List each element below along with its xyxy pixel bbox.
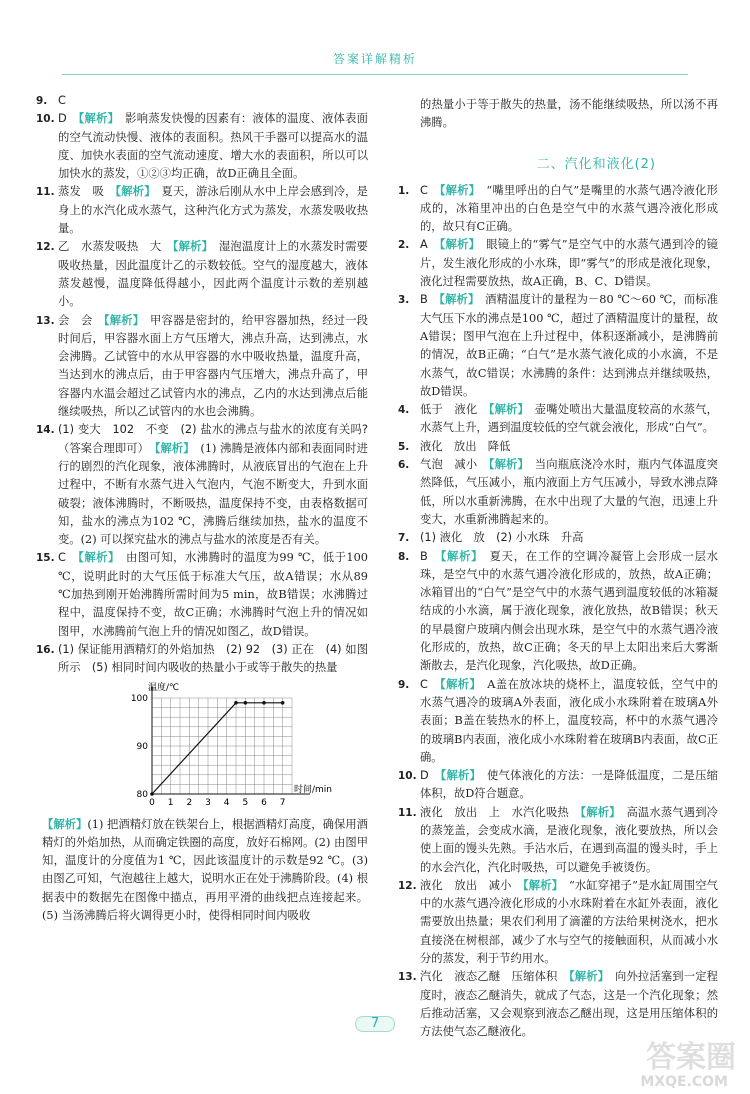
answer-item <box>398 877 718 968</box>
answer-item <box>398 456 718 529</box>
answer-item <box>398 767 718 804</box>
analysis-tag: 【解析】 <box>42 817 88 831</box>
item-answer: D <box>420 769 429 783</box>
answer-item <box>36 92 368 110</box>
answer-item <box>398 182 718 237</box>
item-explanation: 向外拉活塞到一定程度时，液态乙醚消失，就成了气态，这是一个汽化现象；然后推动活塞，又会观察到液态乙醚出现，这是用压缩体积的方法使气态乙醚液化。 <box>420 970 718 1039</box>
item-explanation: “水缸穿裙子”是水缸周围空气中的水蒸气遇冷液化形成的小水珠附着在水缸外表面，液化需要放出热量；果农们利用了滴灌的方法给果树浇水，把水直接浇在树根部，减少了水与空气的接触面积，从而减小水分的蒸发，利于节约用水。 <box>420 878 718 966</box>
item-number: 12. <box>36 241 55 254</box>
x-tick-label: 5 <box>242 797 249 808</box>
left-column <box>36 92 368 925</box>
item-number: 6. <box>398 459 410 472</box>
analysis-tag: 【解析】 <box>488 458 524 472</box>
item-number: 16. <box>36 643 55 656</box>
item-answer: 汽化 液态乙醚 压缩体积 <box>420 970 558 984</box>
answer-item <box>398 438 718 456</box>
item-answer: 蒸发 吸 <box>58 185 104 199</box>
item-number: 4. <box>398 404 410 417</box>
answer-item <box>398 676 718 767</box>
item-number: 1. <box>398 184 410 197</box>
item-number: 12. <box>398 879 417 892</box>
item-explanation: 当向瓶底浇冷水时，瓶内气体温度突然降低，气压减小，瓶内液面上方气压减小，导致水沸点降低，所以水重新沸腾，在水中出现了大量的气泡，迅速上升变大，水重新沸腾起来的。 <box>420 458 718 526</box>
x-tick-label: 1 <box>167 797 174 808</box>
watermark-logo: 答案圈 <box>646 1040 736 1075</box>
item-explanation: (1) 沸腾是液体内部和表面同时进行的剧烈的汽化现象，液体沸腾时，从液底冒出的气泡在上升过程中，不断有水蒸气进入气泡内，气泡不断变大，升到水面破裂；液体沸腾时，不断吸热，温度保持不变，由表格数据可知，盐水的沸点为102 ℃，沸腾后继续加热，盐水的温度不变。(2) 可以探究盐水的沸点与盐水的浓度是否有关。 <box>58 441 368 547</box>
item-answer: (1) 液化 放 (2) 小水珠 升高 <box>420 531 584 545</box>
analysis-16 <box>36 816 368 926</box>
item-number: 14. <box>36 424 55 437</box>
item-answer: 会 会 <box>58 313 93 327</box>
item-explanation: 由图可知，水沸腾时的温度为99 ℃，低于100 ℃，说明此时的大气压低于标准大气压，故A错误；水从89 ℃加热到刚开始沸腾所需时间为5 min，故B错误；水沸腾过程中，温度保持不变，故C正确；水沸腾时气泡上升的情况如图甲，水沸腾前气泡上升的情况如图乙，故D错误。 <box>58 551 368 638</box>
item-answer: 气泡 减小 <box>420 458 478 472</box>
item-answer: (1) 保证能用酒精灯的外焰加热 (2) 92 (3) 正在 (4) 如图所示 (5) 相同时间内吸收的热量小于或等于散失的热量 <box>58 642 368 675</box>
answer-item <box>398 236 718 291</box>
item-number: 7. <box>398 532 410 545</box>
item-answer: (1) 变大 102 不变 (2) 盐水的沸点与盐水的浓度有关吗?（答案合理即可） <box>58 423 368 455</box>
answer-item <box>36 641 368 678</box>
item-explanation: 使气体液化的方法：一是降低温度，二是压缩体积，故D符合题意。 <box>420 769 718 801</box>
item-answer: B <box>420 549 428 563</box>
item-number: 5. <box>398 440 410 453</box>
x-tick-label: 6 <box>261 797 267 808</box>
data-point <box>281 701 285 705</box>
x-tick-label: 3 <box>205 797 211 808</box>
analysis-tag: 【解析】 <box>103 313 139 327</box>
page-header: 答案详解精析 <box>332 52 417 66</box>
analysis-tag: 【解析】 <box>78 112 114 126</box>
item-number: 3. <box>398 294 410 307</box>
chart-svg <box>122 682 352 812</box>
x-tick-label: 2 <box>186 797 193 808</box>
item-number: 9. <box>398 678 410 691</box>
item-number: 2. <box>398 239 410 252</box>
item-explanation: 壶嘴处喷出大量温度较高的水蒸气，水蒸气上升，遇到温度较低的空气就会液化，形成“白气”。 <box>420 403 718 435</box>
item-number: 15. <box>36 552 55 565</box>
analysis-tag: 【解析】 <box>78 551 115 565</box>
data-point <box>150 792 154 796</box>
item-explanation: 高温水蒸气遇到冷的蒸笼盖，会变成水滴，是液化现象，液化要放热，所以会使上面的馒头先熟。手沾水后，在遇到高温的馒头时，手上的水会汽化，汽化时吸热，可以避免手被烫伤。 <box>420 805 718 874</box>
item-number: 11. <box>36 186 55 199</box>
answer-item <box>36 238 368 311</box>
item-answer: B <box>420 293 428 307</box>
watermark-url: MXQE.COM <box>640 1074 728 1090</box>
item-number: 8. <box>398 550 410 563</box>
item-explanation: 湿泡温度计上的水蒸发时需要吸收热量，因此温度计乙的示数较低。空气的湿度越大，液体蒸发越慢，温度降低得越小，因此两个温度计示数的差别越小。 <box>58 240 368 309</box>
item-explanation: 甲容器是密封的，给甲容器加热，经过一段时间后，甲容器水面上方气压增大，沸点升高，达到沸点，水会沸腾。乙试管中的水从甲容器的水中吸收热量，温度升高，当达到水的沸点后，由于甲容器内气压增大，沸点升高了，甲容器内水温会超过乙试管内水的沸点，乙内的水达到沸点后能继续吸热，所以乙试管内的水也会沸腾。 <box>58 313 368 419</box>
analysis-tag: 【解析】 <box>439 238 475 252</box>
analysis-tag: 【解析】 <box>439 293 474 307</box>
answer-item <box>398 291 718 401</box>
answer-item <box>36 183 368 238</box>
item-answer: 低于 液化 <box>420 403 478 417</box>
answer-item <box>398 804 718 877</box>
analysis-tag: 【解析】 <box>440 677 476 691</box>
data-point <box>244 701 248 705</box>
analysis-tag: 【解析】 <box>580 805 615 819</box>
right-answer-list <box>398 182 718 1042</box>
analysis-tag: 【解析】 <box>568 970 604 984</box>
item-answer: C <box>420 677 428 691</box>
answer-item <box>36 421 368 549</box>
item-explanation: 夏天，游泳后刚从水中上岸会感到冷，是身上的水汽化成水蒸气，这种汽化方式为蒸发，水蒸发吸收热量。 <box>58 185 368 236</box>
item-number: 13. <box>398 971 417 984</box>
data-point <box>262 701 266 705</box>
item-explanation: A盖在放冰块的烧杯上，温度较低，空气中的水蒸气遇冷的玻璃A外表面，液化成小水珠附着在玻璃A外表面；B盖在装热水的杯上，温度较高，杯中的水蒸气遇冷的玻璃B内表面，液化成小水珠附着在玻璃B内表面，故C正确。 <box>420 677 718 764</box>
item-number: 10. <box>36 113 55 126</box>
analysis-tag: 【解析】 <box>440 549 478 563</box>
item-explanation: 影响蒸发快慢的因素有：液体的温度、液体表面的空气流动快慢、液体的表面积。热风干手器可以提高水的温度、加快水表面的空气流动速度、增大水的表面积，所以可以加快水的蒸发，①②③均正确，故D正确且全面。 <box>58 112 368 181</box>
header-divider <box>62 74 688 75</box>
item-number: 11. <box>398 806 417 819</box>
item-explanation: 眼镜上的“雾气”是空气中的水蒸气遇到冷的镜片，发生液化形成的小水珠，即“雾气”的形成是液化现象，液化过程需要放热，故A正确，B、C、D错误。 <box>420 238 718 289</box>
item-explanation: 酒精温度计的量程为－80 ℃～60 ℃，而标准大气压下水的沸点是100 ℃，超过了酒精温度计的量程，故A错误；图甲气泡在上升过程中，体积逐渐减小，是沸腾前的情况，故B正确；“白气”是水蒸气液化成的小水滴，不是水蒸气，故C错误；水沸腾的条件：达到沸点并继续吸热，故D错误。 <box>420 293 718 398</box>
right-column <box>398 96 718 1042</box>
item-answer: C <box>58 551 66 565</box>
item-answer: A <box>420 238 428 252</box>
item-number: 13. <box>36 314 55 327</box>
answer-item <box>398 529 718 547</box>
temperature-chart <box>122 682 352 812</box>
answer-item <box>36 549 368 640</box>
answer-item <box>36 110 368 183</box>
answer-item <box>398 968 718 1041</box>
continued-text: 的热量小于等于散失的热量，汤不能继续吸热，所以汤不再沸腾。 <box>420 98 718 130</box>
y-tick-label: 100 <box>130 693 148 704</box>
analysis-tag: 【解析】 <box>439 183 475 197</box>
item-answer: 液化 放出 上 水汽化吸热 <box>420 805 569 819</box>
analysis-tag: 【解析】 <box>488 403 524 417</box>
answer-item <box>398 548 718 676</box>
page-number: 7 <box>351 1013 399 1035</box>
x-tick-label: 0 <box>149 797 155 808</box>
item-explanation: 夏天，在工作的空调冷凝管上会形成一层水珠，是空气中的水蒸气遇冷液化形成的，放热，故A正确；冰箱冒出的“白气”是空气中的水蒸气遇到温度较低的冰箱凝结成的小水滴，属于液化现象，液化放热，故B错误；秋天的早晨窗户玻璃内侧会出现水珠，是空气中的水蒸气遇冷液化形成的，放热，故C正确；冬天的早上太阳出来后大雾渐渐散去，是汽化现象，汽化吸热，故D正确。 <box>420 549 718 673</box>
item-answer: C <box>58 94 66 107</box>
answer-item <box>398 401 718 438</box>
x-tick-label: 7 <box>279 797 286 808</box>
item-answer: 乙 水蒸发吸热 大 <box>58 240 162 254</box>
item-answer: C <box>420 183 428 197</box>
data-point <box>234 701 238 705</box>
analysis-tag: 【解析】 <box>115 185 151 199</box>
analysis-tag: 【解析】 <box>440 769 476 783</box>
analysis-tag: 【解析】 <box>154 441 190 455</box>
x-axis-label: 时间/min <box>294 784 333 795</box>
item-number: 10. <box>398 770 417 783</box>
item-explanation: “嘴里呼出的白气”是嘴里的水蒸气遇冷液化形成的，冰箱里冲出的白色是空气中的水蒸气遇冷液化形成的，故只有C正确。 <box>420 183 718 234</box>
item-answer: 液化 放出 降低 <box>420 439 511 453</box>
section-title: 二、汽化和液化(2) <box>536 156 656 172</box>
analysis-tag: 【解析】 <box>523 878 558 892</box>
item-number: 9. <box>36 95 48 107</box>
y-tick-label: 80 <box>136 789 148 800</box>
answer-item <box>36 312 368 422</box>
y-axis-label: 温度/℃ <box>148 682 180 693</box>
y-tick-label: 90 <box>136 741 148 752</box>
item-answer: 液化 放出 减小 <box>420 878 512 892</box>
analysis-text: (1) 把酒精灯放在铁架台上，根据酒精灯高度，确保用酒精灯的外焰加热，从而确定铁圈的高度，放好石棉网。(2) 由图甲知，温度计的分度值为1 ℃，因此该温度计的示数是92 ℃。(3) 由图乙可知，气泡越往上越大，说明水正在处于沸腾阶段。(4) 根据表中的数据先在图像中描点，再用平滑的曲线把点连接起来。(5) 当汤沸腾后将火调得更小时，使得相同时间内吸收 <box>42 817 368 922</box>
x-tick-label: 4 <box>223 797 230 808</box>
item-answer: D <box>58 112 67 126</box>
analysis-tag: 【解析】 <box>172 240 208 254</box>
